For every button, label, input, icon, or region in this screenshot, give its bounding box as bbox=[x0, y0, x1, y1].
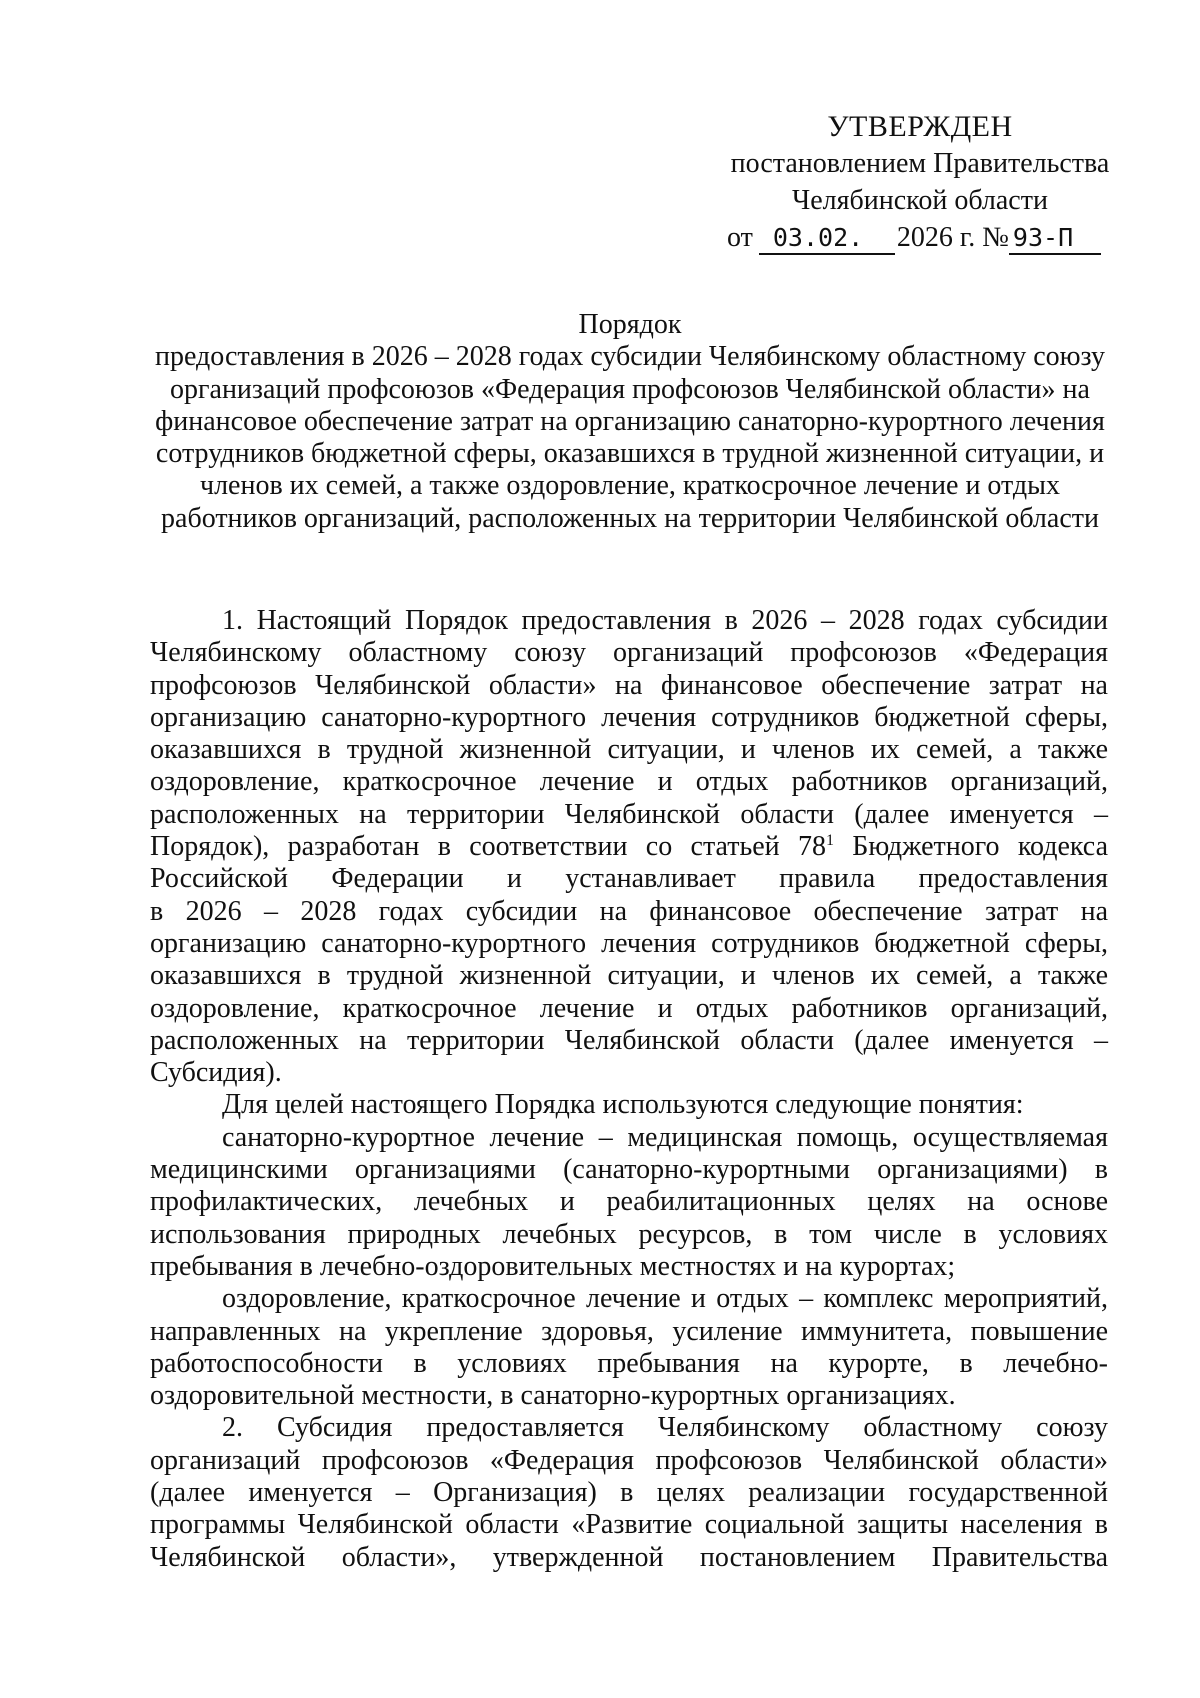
approval-date-line bbox=[700, 219, 1140, 256]
body-line: направленных на укрепление здоровья, усиление иммунитета, повышение bbox=[150, 1315, 1108, 1347]
title-heading: Порядок bbox=[578, 309, 682, 340]
body-line: использования природных лечебных ресурсов, в том числе в условиях bbox=[150, 1218, 1108, 1250]
approval-heading: УТВЕРЖДЕН bbox=[827, 110, 1013, 143]
document-body bbox=[150, 605, 1108, 1574]
body-line: оздоровительной местности, в санаторно-курортных организациях. bbox=[150, 1380, 956, 1412]
body-segment: Бюджетного кодекса bbox=[833, 831, 1108, 863]
article-superscript: 1 bbox=[825, 832, 834, 850]
body-line: медицинскими организациями (санаторно-курортными организациями) в bbox=[150, 1154, 1108, 1186]
body-line: расположенных на территории Челябинской области (далее именуется – bbox=[150, 1024, 1108, 1056]
body-line: 1. Настоящий Порядок предоставления в 2026 – 2028 годах субсидии bbox=[222, 605, 1108, 636]
body-line: организацию санаторно-курортного лечения сотрудников бюджетной сферы, bbox=[150, 701, 1108, 733]
approval-line-2: Челябинской области bbox=[792, 185, 1048, 216]
body-line: расположенных на территории Челябинской области (далее именуется – bbox=[150, 798, 1108, 830]
body-line: Субсидия). bbox=[150, 1057, 282, 1089]
approval-stamp bbox=[700, 108, 1140, 256]
body-line: пребывания в лечебно-оздоровительных местностях и на курортах; bbox=[150, 1250, 956, 1282]
body-line: санаторно-курортное лечение – медицинская помощь, осуществляемая bbox=[222, 1121, 1108, 1153]
body-line: Для целей настоящего Порядка используются следующие понятия: bbox=[222, 1089, 1024, 1121]
body-line: работоспособности в условиях пребывания на курорте, в лечебно- bbox=[150, 1347, 1108, 1379]
body-line-with-superscript bbox=[150, 831, 1108, 863]
body-line: Челябинскому областному союзу организаций профсоюзов «Федерация bbox=[150, 637, 1108, 669]
body-line: оздоровление, краткосрочное лечение и отдых работников организаций, bbox=[150, 766, 1108, 798]
body-line: оздоровление, краткосрочное лечение и отдых – комплекс мероприятий, bbox=[222, 1283, 1108, 1315]
title-line: организаций профсоюзов «Федерация профсоюзов Челябинской области» на bbox=[170, 373, 1090, 405]
body-line: 2. Субсидия предоставляется Челябинскому областному союзу bbox=[222, 1412, 1108, 1444]
document-number: 93-П bbox=[1009, 223, 1101, 255]
body-line: программы Челябинской области «Развитие социальной защиты населения в bbox=[150, 1509, 1108, 1541]
body-line: оказавшихся в трудной жизненной ситуации, и членов их семей, а также bbox=[150, 734, 1108, 766]
date-value: 03.02. bbox=[759, 223, 895, 255]
title-line: сотрудников бюджетной сферы, оказавшихся в трудной жизненной ситуации, и bbox=[155, 438, 1105, 470]
body-line: организаций профсоюзов «Федерация профсоюзов Челябинской области» bbox=[150, 1444, 1108, 1476]
body-line: оказавшихся в трудной жизненной ситуации, и членов их семей, а также bbox=[150, 960, 1108, 992]
body-line: оздоровление, краткосрочное лечение и отдых работников организаций, bbox=[150, 992, 1108, 1024]
body-line: профсоюзов Челябинской области» на финансовое обеспечение затрат на bbox=[150, 669, 1108, 701]
body-segment: Порядок), разработан в соответствии со статьей 78 bbox=[150, 831, 826, 863]
body-line: Челябинской области», утвержденной постановлением Правительства bbox=[150, 1541, 1108, 1573]
body-line: в 2026 – 2028 годах субсидии на финансовое обеспечение затрат на bbox=[150, 895, 1108, 927]
date-middle: 2026 г. № bbox=[896, 222, 1009, 253]
date-prefix: от bbox=[727, 222, 753, 253]
title-line: работников организаций, расположенных на территории Челябинской области bbox=[161, 502, 1099, 534]
title-line: членов их семей, а также оздоровление, краткосрочное лечение и отдых bbox=[199, 470, 1060, 502]
body-line: профилактических, лечебных и реабилитационных целях на основе bbox=[150, 1186, 1108, 1218]
document-title bbox=[150, 309, 1110, 535]
body-line: Российской Федерации и устанавливает правила предоставления bbox=[150, 863, 1108, 895]
title-line: финансовое обеспечение затрат на организацию санаторно-курортного лечения bbox=[155, 405, 1105, 437]
title-line: предоставления в 2026 – 2028 годах субсидии Челябинскому областному союзу bbox=[154, 341, 1106, 373]
body-line: организацию санаторно-курортного лечения сотрудников бюджетной сферы, bbox=[150, 927, 1108, 959]
body-line: (далее именуется – Организация) в целях реализации государственной bbox=[150, 1477, 1108, 1509]
approval-line-1: постановлением Правительства bbox=[730, 148, 1110, 179]
